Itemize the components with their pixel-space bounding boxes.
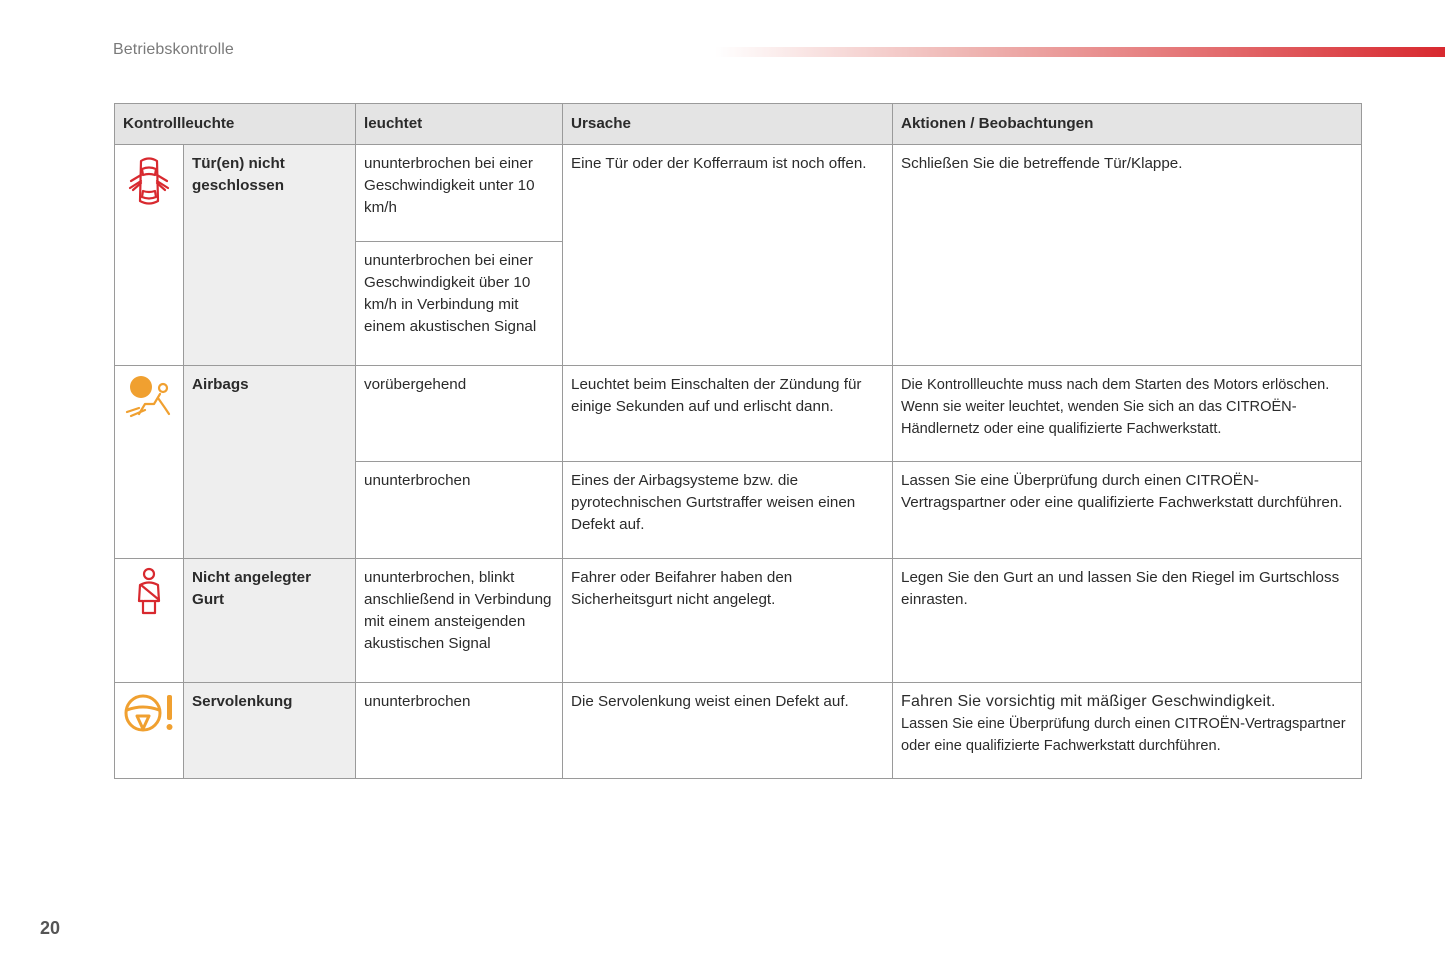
warning-lamp-table [114,103,1362,779]
doors-ursache: Eine Tür oder der Kofferraum ist noch offen. [563,145,893,366]
table-row [115,683,1362,779]
table-row [115,145,1362,242]
page-number: 20 [40,918,61,938]
airbags-aktion-cont: Lassen Sie eine Überprüfung durch einen CITROËN-Vertragspartner oder eine qualifizierte Fachwerkstatt durchführen. [893,462,1362,559]
seatbelt-aktion: Legen Sie den Gurt an und lassen Sie den Riegel im Gurtschloss einrasten. [893,559,1362,683]
column-header-leuchtet: leuchtet [356,104,563,145]
airbags-aktion-temp: Die Kontrollleuchte muss nach dem Starten des Motors erlöschen. Wenn sie weiter leuchtet, wenden Sie sich an das CITROËN-Händlernetz oder eine qualifizierte Fachwerkstatt. [893,366,1362,462]
steering-leuchtet: ununterbrochen [356,683,563,779]
seatbelt-ursache: Fahrer oder Beifahrer haben den Sicherheitsgurt nicht angelegt. [563,559,893,683]
lamp-name-doors: Tür(en) nicht geschlossen [184,145,356,366]
airbag-icon [115,366,184,559]
column-header-aktionen: Aktionen / Beobachtungen [893,104,1362,145]
doors-leuchtet-fast: ununterbrochen bei einer Geschwindigkeit über 10 km/h in Verbindung mit einem akustischen Signal [356,242,563,366]
table-row [115,366,1362,462]
seatbelt-icon [115,559,184,683]
table-header-row [115,104,1362,145]
steering-aktion [893,683,1362,779]
doors-leuchtet-slow: ununterbrochen bei einer Geschwindigkeit unter 10 km/h [356,145,563,242]
doors-aktion: Schließen Sie die betreffende Tür/Klappe. [893,145,1362,366]
lamp-name-steering: Servolenkung [184,683,356,779]
airbags-leuchtet-temp: vorübergehend [356,366,563,462]
section-title: Betriebskontrolle [113,41,234,58]
steering-aktion-line2: Lassen Sie eine Überprüfung durch einen CITROËN-Vertragspartner oder eine qualifizierte Fachwerkstatt durchführen. [901,716,1346,754]
steering-aktion-line1: Fahren Sie vorsichtig mit mäßiger Geschwindigkeit. [901,693,1276,710]
door-open-icon [115,145,184,366]
power-steering-icon [115,683,184,779]
column-header-ursache: Ursache [563,104,893,145]
airbags-ursache-temp: Leuchtet beim Einschalten der Zündung für einige Sekunden auf und erlischt dann. [563,366,893,462]
lamp-name-airbags: Airbags [184,366,356,559]
header-accent-bar [715,47,1445,57]
seatbelt-leuchtet: ununterbrochen, blinkt anschließend in Verbindung mit einem ansteigenden akustischen Signal [356,559,563,683]
column-header-kontrollleuchte: Kontrollleuchte [115,104,356,145]
airbags-ursache-cont: Eines der Airbagsysteme bzw. die pyrotechnischen Gurtstraffer weisen einen Defekt auf. [563,462,893,559]
steering-ursache: Die Servolenkung weist einen Defekt auf. [563,683,893,779]
table-row [115,559,1362,683]
lamp-name-seatbelt: Nicht angelegter Gurt [184,559,356,683]
airbags-leuchtet-cont: ununterbrochen [356,462,563,559]
